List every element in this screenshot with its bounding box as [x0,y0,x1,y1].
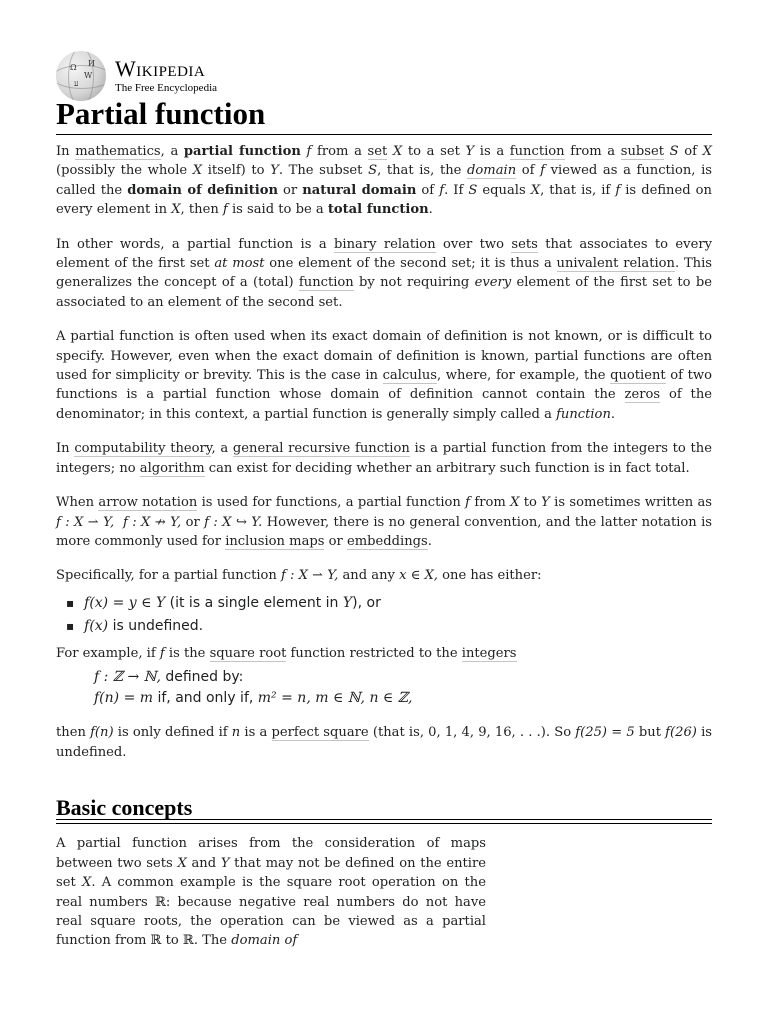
page-title: Partial function [56,96,712,135]
basic-paragraph-1: A partial function arises from the consideration of maps between two sets X and Y that may not be defined on the entire set X. A common example is the square root operation on the real numbers ℝ: because negative real numbers do not have real square roots, the operation can be viewed as a partial function from ℝ to ℝ. The domain of [56,836,487,949]
list-item: ▪ f(x) is undefined. [66,615,712,638]
site-header [56,52,217,100]
link-integers[interactable]: integers [461,645,517,661]
link-function[interactable]: function [509,144,565,159]
intro-paragraph-6: Specifically, for a partial function f : X ⇀ Y, and any x ∈ X, one has either: [56,568,542,584]
wikipedia-globe-logo[interactable]: Ω W ע И [56,51,106,101]
list-item: ▪ f(x) = y ∈ Y (it is a single element in Y), or [66,592,712,615]
link-embeddings[interactable]: embeddings [346,533,428,549]
link-sets[interactable]: sets [511,236,538,252]
intro-paragraph-3: A partial function is often used when its exact domain of definition is not known, or is difficult to specify. However, even when the exact domain of definition is known, partial functions are often used for simplicity or brevity. This is the case in calculus, where, for example, the quotient of two functions is a partial function whose domain of definition cannot contain the zeros of the denominator; in this context, a partial function is generally simply called a function. [56,329,712,422]
link-subset[interactable]: subset [620,144,664,159]
cases-list [56,592,712,638]
link-general-recursive-function[interactable]: general recursive function [232,441,410,457]
link-binary-relation[interactable]: binary relation [334,236,436,252]
link-quotient[interactable]: quotient [610,368,666,384]
intro-paragraph-4: In computability theory, a general recursive function is a partial function from the integers to the integers; no algorithm can exist for deciding whether an arbitrary such function is in fact total. [56,441,712,476]
wordmark-tagline: The Free Encyclopedia [115,82,218,94]
example-definition: f : ℤ → ℕ, defined by: f(n) = m if, and only if, m² = n, m ∈ ℕ, n ∈ ℤ, [94,669,413,707]
link-mathematics[interactable]: mathematics [75,144,161,159]
link-perfect-square[interactable]: perfect square [271,725,369,741]
link-domain[interactable]: domain [467,163,517,179]
link-algorithm[interactable]: algorithm [139,460,205,476]
link-square-root[interactable]: square root [209,645,287,661]
wikipedia-wordmark[interactable] [115,58,217,94]
intro-paragraph-8: then f(n) is only defined if n is a perfect square (that is, 0, 1, 4, 9, 16, . . .). So f(25) = 5 but f(26) is undefined. [56,725,713,760]
intro-paragraph-7: For example, if f is the square root function restricted to the integers [56,645,517,661]
link-calculus[interactable]: calculus [382,368,437,384]
link-zeros[interactable]: zeros [624,387,661,403]
intro-paragraph-1: In mathematics, a partial function f from a set X to a set Y is a function from a subset S of X (possibly the whole X itself) to Y. The subset S, that is, the domain of f viewed as a function, is called the domain of definition or natural domain of f. If S equals X, that is, if f is defined on every element in X, then f is said to be a total function. [56,144,713,218]
link-set[interactable]: set [367,144,388,159]
wordmark-title: Wikipedia [115,56,206,81]
link-inclusion-maps[interactable]: inclusion maps [225,533,325,549]
article-body [56,142,712,966]
link-computability-theory[interactable]: computability theory [74,441,212,457]
section-heading-basic-concepts: Basic concepts [56,798,712,820]
intro-paragraph-2: In other words, a partial function is a binary relation over two sets that associates to every element of the first set at most one element of the second set; it is thus a univalent relation. This generalizes the concept of a (total) function by not requiring every element of the first set to be associated to an element of the second set. [56,236,713,310]
link-univalent-relation[interactable]: univalent relation [556,256,675,272]
intro-paragraph-5: When arrow notation is used for functions, a partial function f from X to Y is sometimes written as f : X ⇀ Y, f : X ↛ Y, or f : X ↪ Y. However, there is no general convention, and the latter notation is more commonly used for inclusion maps or embeddings. [56,495,713,549]
link-function-2[interactable]: function [298,275,354,291]
link-arrow-notation[interactable]: arrow notation [98,495,198,511]
